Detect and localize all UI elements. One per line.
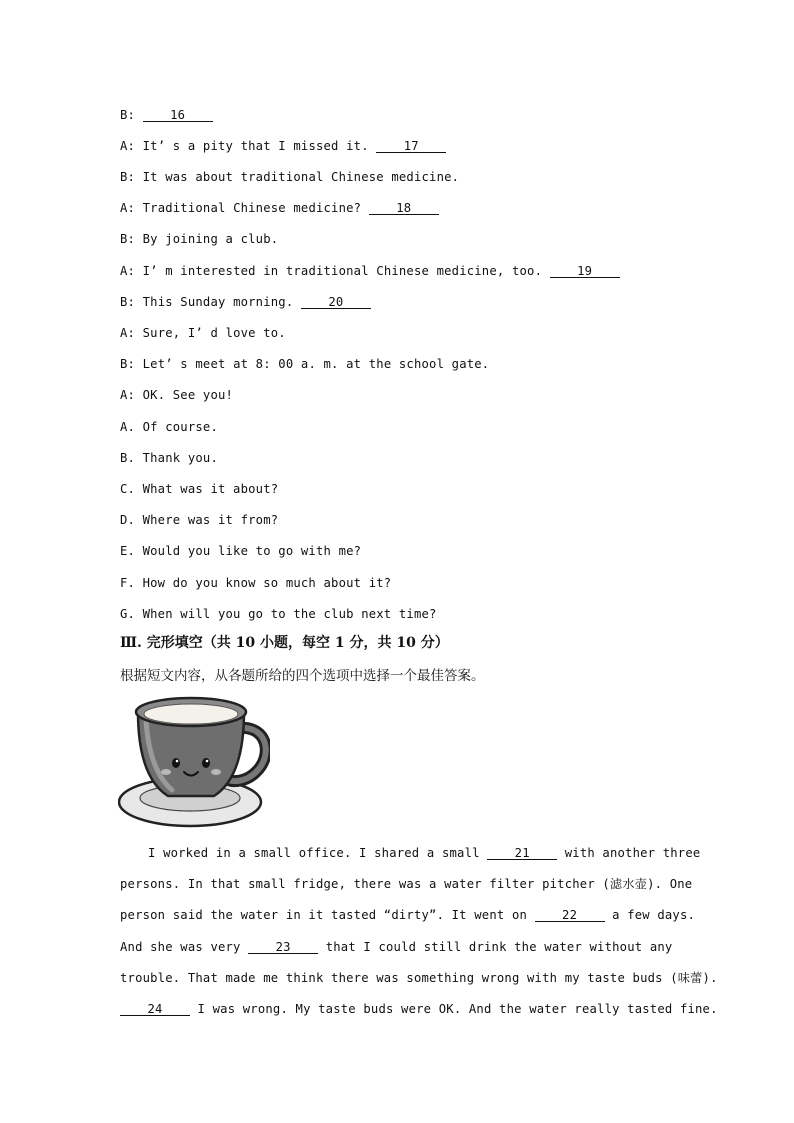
dialogue-line-18 xyxy=(120,201,439,215)
dialogue-text: I’ m interested in traditional Chinese medicine, too. xyxy=(142,264,543,278)
dialogue-line xyxy=(120,170,459,184)
passage-text: I worked in a small office. I shared a small xyxy=(148,846,480,860)
passage-line-3 xyxy=(120,908,696,922)
answer-blank-23[interactable]: 23 xyxy=(248,941,318,954)
section-instruction: 根据短文内容，从各题所给的四个选项中选择一个最佳答案。 xyxy=(120,668,485,684)
speaker-label: A: xyxy=(120,388,136,402)
speaker-label: B: xyxy=(120,357,136,371)
answer-blank-22[interactable]: 22 xyxy=(535,909,605,922)
passage-text: that I could still drink the water without any xyxy=(325,940,673,954)
dialogue-text: Traditional Chinese medicine? xyxy=(142,201,362,215)
passage-text: person said the water in it tasted “dirty”. It went on xyxy=(120,908,528,922)
speaker-label: B: xyxy=(120,232,136,246)
passage-line-6 xyxy=(120,1002,718,1016)
option-b: B. Thank you. xyxy=(120,451,218,465)
option-g: G. When will you go to the club next time? xyxy=(120,607,437,621)
speaker-label: A: xyxy=(120,326,136,340)
answer-blank-16[interactable]: 16 xyxy=(143,109,213,122)
dialogue-text: Sure, I’ d love to. xyxy=(142,326,286,340)
dialogue-line-19 xyxy=(120,264,620,278)
passage-text: And she was very xyxy=(120,940,241,954)
answer-blank-20[interactable]: 20 xyxy=(301,296,371,309)
dialogue-text: This Sunday morning. xyxy=(142,295,294,309)
teacup-illustration xyxy=(118,690,270,830)
dialogue-text: OK. See you! xyxy=(142,388,234,402)
passage-line-4 xyxy=(120,940,680,954)
speaker-label: B: xyxy=(120,295,136,309)
speaker-label: A: xyxy=(120,201,136,215)
passage-line-1 xyxy=(120,846,708,860)
dialogue-line-17 xyxy=(120,139,446,153)
dialogue-line-20 xyxy=(120,295,371,309)
section-heading: Ⅲ. 完形填空（共 10 小题，每空 1 分，共 10 分） xyxy=(120,635,449,651)
option-c: C. What was it about? xyxy=(120,482,279,496)
dialogue-line xyxy=(120,326,286,340)
passage-text: with another three xyxy=(564,846,701,860)
dialogue-text: It was about traditional Chinese medicine. xyxy=(142,170,460,184)
answer-blank-19[interactable]: 19 xyxy=(550,265,620,278)
option-d: D. Where was it from? xyxy=(120,513,279,527)
dialogue-text: By joining a club. xyxy=(142,232,279,246)
option-a: A. Of course. xyxy=(120,420,218,434)
speaker-label: B: xyxy=(120,170,136,184)
passage-text: I was wrong. My taste buds were OK. And the water really tasted fine. xyxy=(197,1002,718,1016)
option-e: E. Would you like to go with me? xyxy=(120,544,362,558)
dialogue-line xyxy=(120,388,233,402)
dialogue-text: It’ s a pity that I missed it. xyxy=(142,139,369,153)
dialogue-line xyxy=(120,232,278,246)
passage-line-5: trouble. That made me think there was something wrong with my taste buds (味蕾). xyxy=(120,971,718,985)
passage-line-2: persons. In that small fridge, there was a water filter pitcher (滤水壶). One xyxy=(120,877,693,891)
option-f: F. How do you know so much about it? xyxy=(120,576,392,590)
speaker-label: B: xyxy=(120,108,136,122)
dialogue-text: Let’ s meet at 8: 00 a. m. at the school gate. xyxy=(142,357,490,371)
answer-blank-21[interactable]: 21 xyxy=(487,847,557,860)
dialogue-line xyxy=(120,357,489,371)
passage-text: a few days. xyxy=(612,908,696,922)
speaker-label: A: xyxy=(120,139,136,153)
answer-blank-18[interactable]: 18 xyxy=(369,202,439,215)
answer-blank-24[interactable]: 24 xyxy=(120,1003,190,1016)
answer-blank-17[interactable]: 17 xyxy=(376,140,446,153)
dialogue-line-16 xyxy=(120,108,213,122)
speaker-label: A: xyxy=(120,264,136,278)
